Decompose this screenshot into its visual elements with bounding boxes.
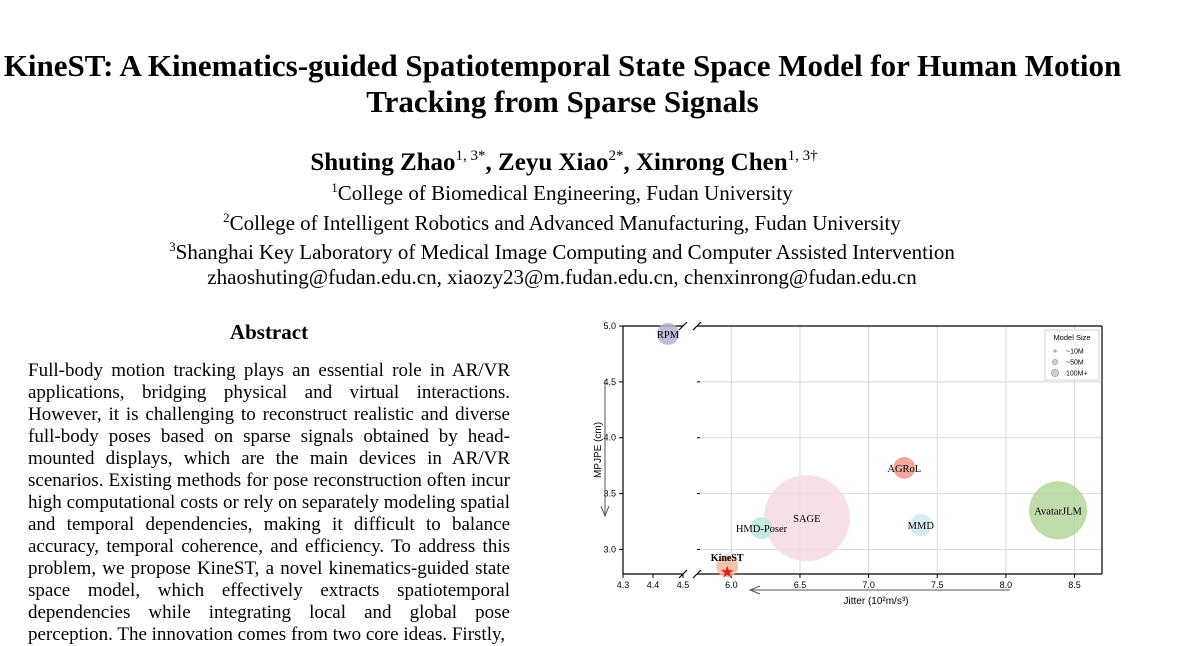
abstract-text: Full-body motion tracking plays an essential role in AR/VR applications, bridging physical and virtual interactions. However, it is challenging to reconstruct realistic and diverse full-body poses based on sparse signals obtained by head-mounted displays, which are the main devices in AR/VR scenarios. Existing methods for pose reconstruction often incur high computational costs or rely on separately modeling spatial and temporal dependencies, making it difficult to balance accuracy, temporal coherence, and efficiency. To address this problem, we propose KineST, a novel kinematics-guided state space model, which effectively extracts spatiotemporal dependencies while integrating local and global pose perception. The innovation comes from two core ideas. Firstly, bbox=[28, 360, 510, 645]
affiliation-mark: 3 bbox=[169, 239, 176, 254]
x-tick-label: 4.5 bbox=[676, 580, 690, 590]
results-figure bbox=[590, 316, 1110, 630]
legend-entry: ~10M bbox=[1066, 348, 1084, 356]
author-name: Xinrong Chen bbox=[635, 149, 788, 176]
affiliation-list bbox=[0, 176, 1124, 289]
author-marks: 1, 3* bbox=[455, 148, 486, 164]
affiliation-mark: 1 bbox=[331, 180, 338, 195]
legend-marker bbox=[1054, 350, 1056, 352]
email-line[interactable]: zhaoshuting@fudan.edu.cn, xiaozy23@m.fudan.edu.cn, chenxinrong@fudan.edu.cn bbox=[207, 264, 917, 289]
y-tick-label: 3.0 bbox=[603, 544, 616, 555]
legend-marker bbox=[1052, 359, 1057, 364]
legend-title: Model Size bbox=[1053, 333, 1091, 342]
data-point-label: SAGE bbox=[793, 514, 821, 526]
x-tick-label: 8.5 bbox=[1068, 580, 1081, 590]
author-marks: 1, 3† bbox=[787, 148, 818, 164]
author-name: Shuting Zhao bbox=[310, 149, 456, 176]
affiliation-line bbox=[0, 176, 1124, 206]
affiliation-text: College of Intelligent Robotics and Advanced Manufacturing, Fudan University bbox=[229, 210, 901, 235]
legend-entry: ~50M bbox=[1066, 359, 1084, 367]
author-list: Shuting Zhao$^{1, 3*}$, Zeyu Xiao$^{2*}$, Xinrong Chen$^{1, 3\dagger}$ bbox=[310, 148, 818, 176]
paper-title: KineST: A Kinematics-guided Spatiotemporal State Space Model for Human Motion Tracking from Sparse Signals bbox=[3, 48, 1122, 119]
y-axis-label: MPJPE (cm) bbox=[593, 421, 604, 479]
data-point-label: HMD-Poser bbox=[735, 524, 788, 536]
x-tick-label: 7.5 bbox=[930, 580, 944, 590]
affiliation-text: Shanghai Key Laboratory of Medical Image Computing and Computer Assisted Intervention bbox=[175, 240, 955, 264]
y-tick-label: 3.5 bbox=[603, 488, 616, 499]
legend-marker bbox=[1051, 369, 1058, 376]
data-point-label: AvatarJLM bbox=[1034, 506, 1082, 518]
affiliation-line bbox=[0, 235, 1124, 265]
data-point-label: RPM bbox=[656, 329, 680, 341]
x-tick-label: 7.0 bbox=[862, 580, 875, 590]
author-marks: 2* bbox=[608, 148, 624, 164]
y-tick-label: 5.0 bbox=[603, 321, 616, 331]
affiliation-line bbox=[0, 206, 1124, 236]
x-tick-label: 4.3 bbox=[616, 580, 630, 590]
data-point-label: KineST bbox=[710, 553, 744, 565]
y-tick-label: 4.0 bbox=[603, 432, 616, 443]
data-point-label: AGRoL bbox=[887, 463, 922, 475]
x-axis-label: Jitter (10²m/s³) bbox=[843, 596, 909, 607]
legend-entry: 100M+ bbox=[1066, 370, 1088, 378]
x-tick-label: 8.0 bbox=[999, 580, 1013, 590]
y-tick-label: 4.5 bbox=[603, 376, 616, 387]
abstract-heading: Abstract bbox=[229, 320, 309, 344]
scatter-chart bbox=[590, 316, 1110, 630]
x-tick-label: 4.4 bbox=[646, 580, 660, 590]
affiliation-mark: 2 bbox=[223, 209, 230, 225]
affiliation-text: College of Biomedical Engineering, Fudan University bbox=[337, 181, 793, 205]
data-point-label: MMD bbox=[907, 520, 934, 532]
author-name: Zeyu Xiao bbox=[498, 149, 609, 176]
x-tick-label: 6.5 bbox=[793, 580, 807, 590]
x-tick-label: 6.0 bbox=[725, 580, 738, 590]
